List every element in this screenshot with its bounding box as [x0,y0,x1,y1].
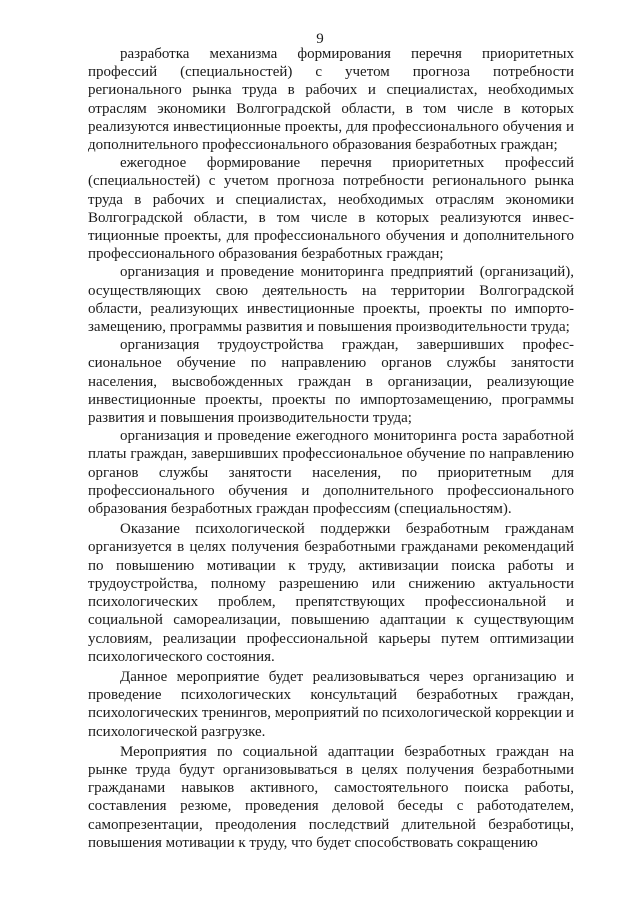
paragraph-psychological-support: Оказание психологической поддержки безработным гражданам организуется в целях получения безработными гражданами рекомендаций по повышению мотивации к труду, активизации поиска работы и трудоустройства, полному разрешению или снижению актуальности психологических проблем, препятствующих профессиональной и социальной самореализации, повышению адаптации к существующим условиям, реализации профессиональной карьеры путем оптимизации психологического состояния. [88,521,574,665]
paragraph-enterprise-monitoring: организация и проведение мониторинга предприятий (организаций), осуществляющих свою деятельность на территории Волгоградской области, реализующих инвестиционные проекты, проекты по импортозамещению, программы развития и повышения производительности труда; [88,264,574,336]
page-number: 9 [316,31,324,47]
paragraph-wage-monitoring: организация и проведение ежегодного мониторинга роста заработной платы граждан, завершивших профессиональное обучение по направлению органов службы занятости населения, по приоритетным для профессионального обучения и дополнительного профессионального образования безработных граждан профессиям (специальностям). [88,428,574,518]
document-body [88,45,574,852]
paragraph-social-adaptation: Мероприятия по социальной адаптации безработных граждан на рынке труда будут организовываться в целях получения безработными гражданами навыков активного, самостоятельного поиска работы, составления резюме, проведения деловой беседы с работодателем, самопрезентации, преодоления последствий длительной безработицы, повышения мотивации к труду, что будет способствовать сокращению [88,743,574,851]
paragraph-annual-priority-list: ежегодное формирование перечня приоритетных профессий (специальностей) с учетом прогноза потребности регионального рынка труда в рабочих и специалистах, необходимых отраслям экономики Волгоградской области, в том числе в которых реализуются инвестиционные проекты, для профессионального обучения и дополнительного профессионального образования безработных граждан; [88,155,574,263]
paragraph-psychological-consultations: Данное мероприятие будет реализовываться через организацию и проведение психологических консультаций безработных граждан, психологических тренингов, мероприятий по психологической коррекции и психологической разгрузке. [88,668,574,740]
paragraph-priority-professions-mechanism: разработка механизма формирования перечня приоритетных профессий (специальностей) с учетом прогноза потребности регионального рынка труда в рабочих и специалистах, необходимых отраслям экономики Волгоградской области, в том числе в которых реализуются инвестиционные проекты, для профессионального обучения и дополнительного профессионального образования безработных граждан; [88,46,574,154]
paragraph-employment-organization: организация трудоустройства граждан, завершивших профессиональное обучение по направлению органов службы занятости населения, высвобожденных граждан в организации, реализующие инвестиционные проекты, проекты по импортозамещению, программы развития и повышения производительности труда; [88,337,574,427]
